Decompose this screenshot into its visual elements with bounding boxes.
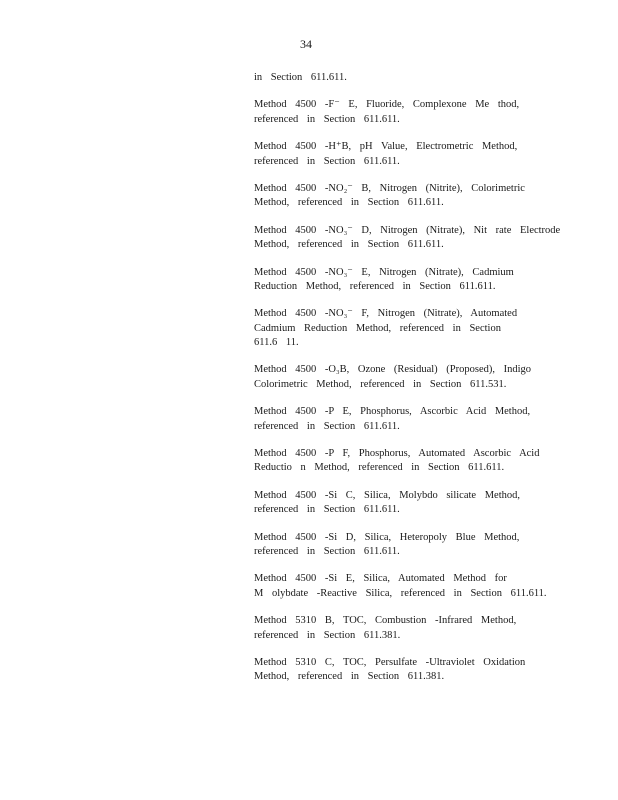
reference-line: Method, referenced in Section 611.381. [254, 671, 445, 683]
reference-entry [254, 307, 554, 350]
reference-line: Cadmium Reduction Method, referenced in Section [254, 322, 501, 334]
reference-line: referenced in Section 611.611. [254, 113, 400, 125]
reference-line: Method 5310 B, TOC, Combustion -Infrared Method, [254, 615, 517, 627]
reference-line: Reduction Method, referenced in Section 611.611. [254, 280, 496, 292]
reference-line: in Section 611.611. [254, 72, 347, 83]
reference-line: Method, referenced in Section 611.611. [254, 239, 444, 251]
reference-line: Method 4500 -Si C, Silica, Molybdo silicate Method, [254, 489, 520, 501]
reference-line: Method 5310 C, TOC, Persulfate -Ultraviolet Oxidation [254, 656, 526, 668]
reference-line: M olybdate -Reactive Silica, referenced in Section 611.611. [254, 587, 547, 599]
reference-line: Method 4500 -Si E, Silica, Automated Method for [254, 573, 507, 585]
reference-line: Method 4500 -NO₃⁻ E, Nitrogen (Nitrate), Cadmium [254, 266, 514, 278]
reference-line: referenced in Section 611.611. [254, 420, 400, 432]
reference-entry [254, 614, 554, 643]
reference-line: Method 4500 -P F, Phosphorus, Automated Ascorbic Acid [254, 448, 540, 460]
reference-entry [254, 405, 554, 434]
reference-line: referenced in Section 611.611. [254, 155, 400, 167]
reference-line: Method 4500 -P E, Phosphorus, Ascorbic Acid Method, [254, 406, 531, 418]
reference-line: Colorimetric Method, referenced in Section 611.531. [254, 378, 507, 390]
reference-list [254, 71, 561, 698]
reference-line: referenced in Section 611.611. [254, 504, 400, 516]
reference-line: Reductio n Method, referenced in Section 611.611. [254, 462, 505, 474]
reference-line: Method 4500 -NO₂⁻ B, Nitrogen (Nitrite), Colorimetric [254, 182, 525, 194]
reference-entry [254, 71, 554, 85]
reference-line: Method 4500 -NO₃⁻ D, Nitrogen (Nitrate), Nit rate Electrode [254, 224, 561, 236]
reference-entry [254, 531, 554, 560]
reference-entry [254, 363, 554, 392]
reference-line: Method 4500 -H⁺B, pH Value, Electrometric Method, [254, 141, 518, 153]
reference-entry [254, 224, 561, 253]
reference-entry [254, 182, 554, 211]
reference-line: referenced in Section 611.611. [254, 545, 400, 557]
reference-entry [254, 98, 554, 127]
reference-entry [254, 656, 554, 685]
reference-entry [254, 489, 554, 518]
reference-entry [254, 140, 554, 169]
reference-entry [254, 572, 554, 601]
reference-entry [254, 266, 554, 295]
reference-line: Method 4500 -NO₃⁻ F, Nitrogen (Nitrate), Automated [254, 308, 518, 320]
page-number: 34 [300, 37, 312, 51]
reference-line: Method 4500 -Si D, Silica, Heteropoly Blue Method, [254, 531, 520, 543]
reference-line: 611.6 11. [254, 337, 299, 349]
reference-line: Method 4500 -O₃B, Ozone (Residual) (Proposed), Indigo [254, 364, 532, 376]
reference-line: Method 4500 -F⁻ E, Fluoride, Complexone Me thod, [254, 99, 520, 111]
reference-line: Method, referenced in Section 611.611. [254, 197, 444, 209]
reference-line: referenced in Section 611.381. [254, 629, 401, 641]
reference-entry [254, 447, 554, 476]
